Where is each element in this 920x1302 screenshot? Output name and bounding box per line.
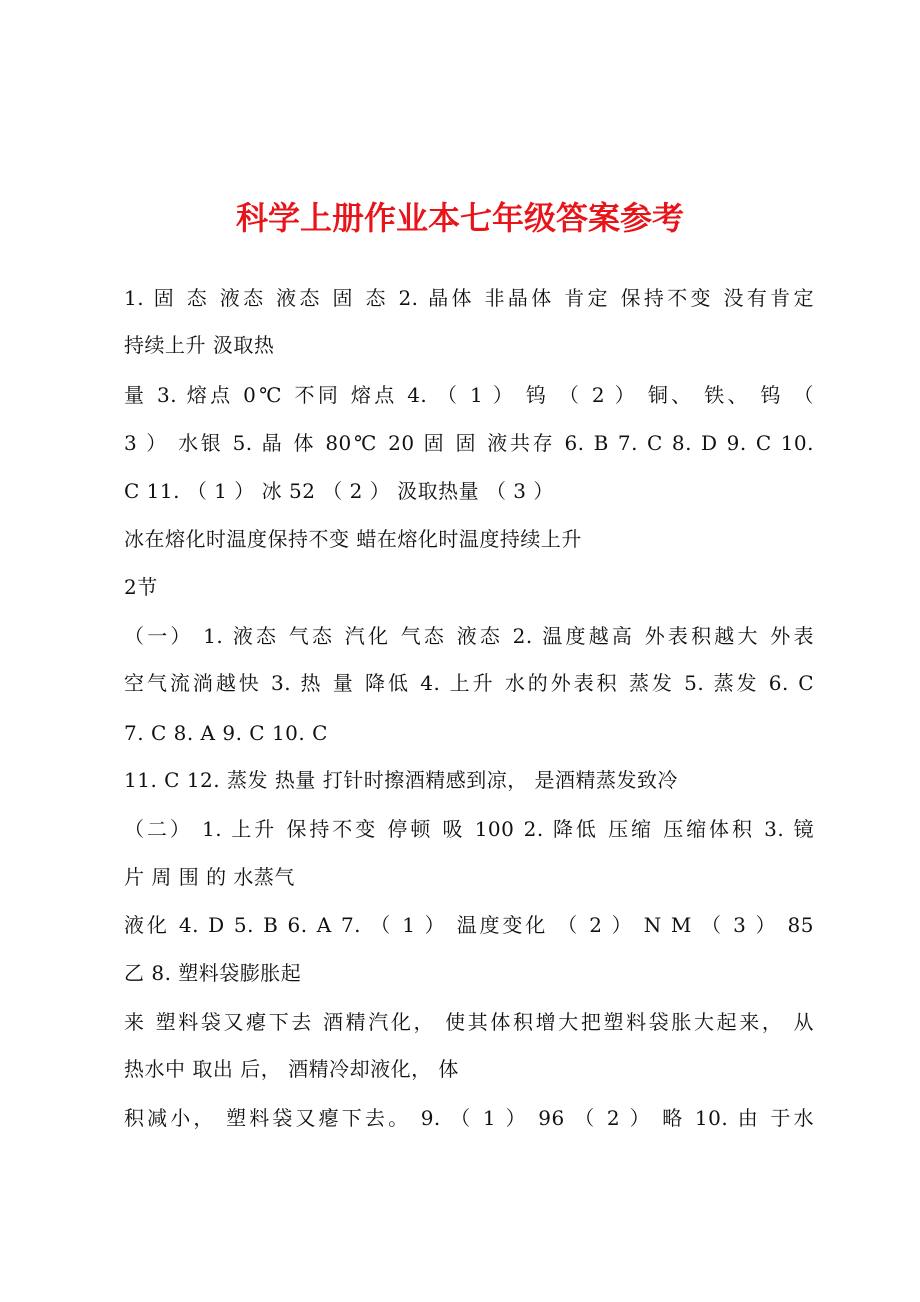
section-heading: 2节 bbox=[124, 575, 158, 599]
answer-line-16: 来 塑料袋又瘪下去 酒精汽化， 使其体积增大把塑料袋胀大起来， 从 bbox=[124, 1010, 814, 1034]
answer-line-11: 11. C 12. 蒸发 热量 打针时擦酒精感到凉， 是酒精蒸发致冷 bbox=[124, 768, 679, 792]
answer-line-5: C 11. （ 1 ） 冰 52 （ 2 ） 汲取热量 （ 3 ） bbox=[124, 479, 554, 503]
answer-line-17: 热水中 取出 后， 酒精冷却液化， 体 bbox=[124, 1057, 459, 1081]
answer-line-4: 3 ） 水银 5. 晶 体 80℃ 20 固 固 液共存 6. B 7. C 8. D 9. C 10. bbox=[124, 431, 814, 455]
answer-line-18: 积减小， 塑料袋又瘪下去。 9. （ 1 ） 96 （ 2 ） 略 10. 由 于水 bbox=[124, 1106, 814, 1130]
answer-line-3: 量 3. 熔点 0℃ 不同 熔点 4. （ 1 ） 钨 （ 2 ） 铜、 铁、 钨 （ bbox=[124, 383, 814, 407]
answer-line-9: 空气流淌越快 3. 热 量 降低 4. 上升 水的外表积 蒸发 5. 蒸发 6. C bbox=[124, 671, 814, 695]
answer-line-10: 7. C 8. A 9. C 10. C bbox=[124, 721, 328, 745]
answer-line-1: 1. 固 态 液态 液态 固 态 2. 晶体 非晶体 肯定 保持不变 没有肯定 bbox=[124, 286, 814, 310]
answer-line-13: 片 周 围 的 水蒸气 bbox=[124, 865, 295, 889]
answer-line-6: 冰在熔化时温度保持不变 蜡在熔化时温度持续上升 bbox=[124, 527, 582, 551]
page-title: 科学上册作业本七年级答案参考 bbox=[235, 199, 684, 237]
answer-line-14: 液化 4. D 5. B 6. A 7. （ 1 ） 温度变化 （ 2 ） N M （ 3 ） 85 bbox=[124, 913, 814, 937]
answer-line-2: 持续上升 汲取热 bbox=[124, 333, 275, 357]
answer-line-8: （一） 1. 液态 气态 汽化 气态 液态 2. 温度越高 外表积越大 外表 bbox=[124, 624, 814, 648]
answer-line-12: （二） 1. 上升 保持不变 停顿 吸 100 2. 降低 压缩 压缩体积 3. 镜 bbox=[124, 817, 814, 841]
answer-line-15: 乙 8. 塑料袋膨胀起 bbox=[124, 961, 302, 985]
